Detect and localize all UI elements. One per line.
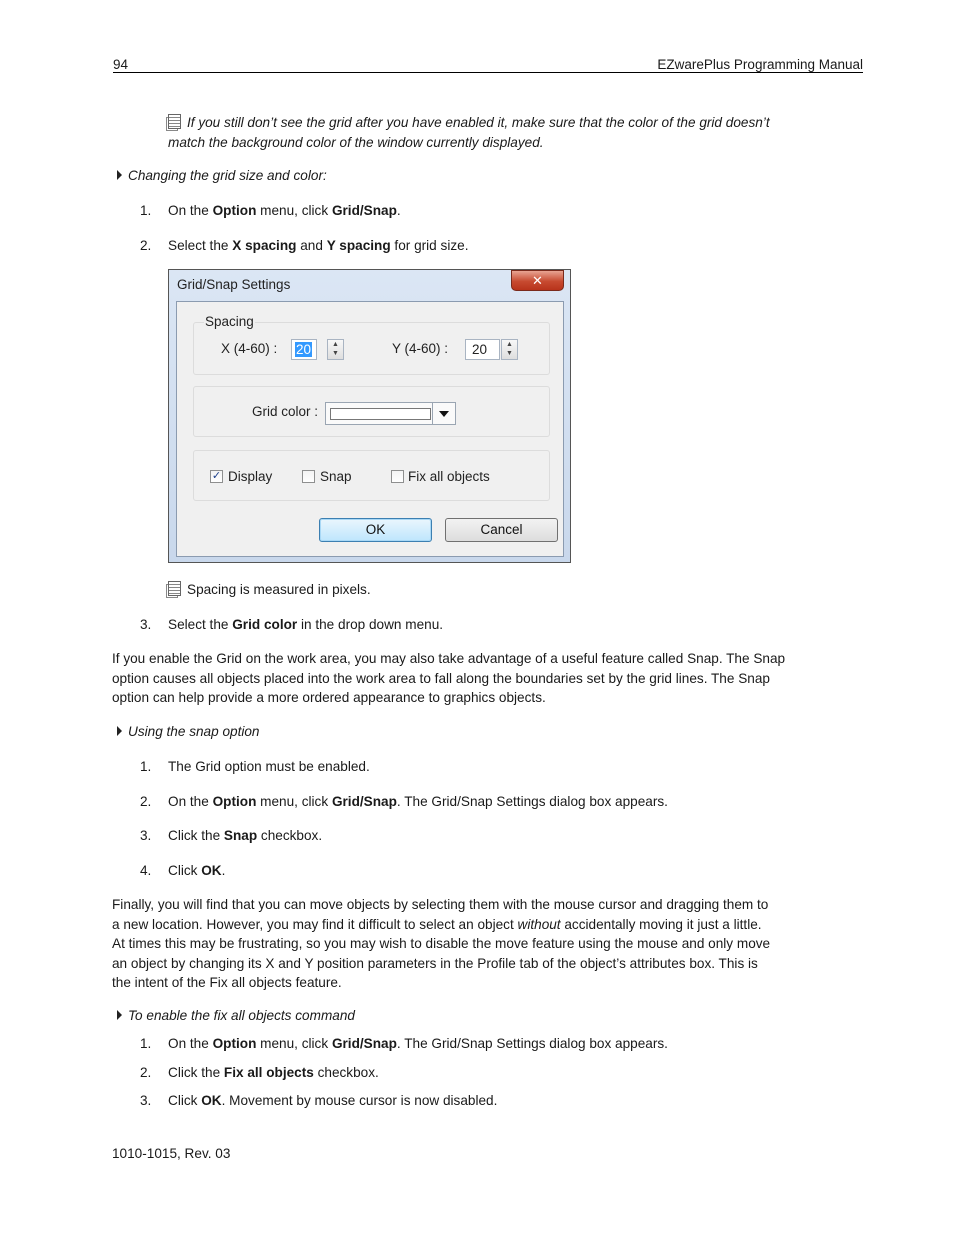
- footer-doc-number: 1010-1015, Rev. 03: [112, 1146, 231, 1161]
- display-checkbox[interactable]: ✓: [211, 470, 222, 482]
- triangle-right-icon: [117, 170, 122, 180]
- step-text: Click OK. Movement by mouse cursor is now disabled.: [168, 1093, 498, 1108]
- grid-snap-settings-dialog: [168, 269, 571, 563]
- step-text: Click the Fix all objects checkbox.: [168, 1065, 379, 1080]
- step-text: Click the Snap checkbox.: [168, 828, 323, 843]
- snap-checkbox[interactable]: [302, 470, 315, 483]
- step-number: 3.: [140, 617, 152, 632]
- note-grid-visibility: If you still don’t see the grid after you have enabled it, make sure that the color of the grid doesn’t match the background color of the window currently displayed.: [168, 115, 770, 150]
- fix-all-objects-checkbox[interactable]: [391, 470, 404, 483]
- ok-button[interactable]: OK: [319, 518, 432, 542]
- page-number: 94: [113, 57, 129, 72]
- step-number: 4.: [140, 863, 152, 878]
- spacing-group: [193, 314, 550, 375]
- step-text: Click OK.: [168, 863, 226, 878]
- dialog-title: Grid/Snap Settings: [177, 277, 291, 292]
- document-title: EZwarePlus Programming Manual: [657, 57, 863, 72]
- fix-all-objects-label: Fix all objects: [408, 469, 490, 484]
- grid-color-dropdown[interactable]: [325, 402, 456, 425]
- step-text: On the Option menu, click Grid/Snap.: [168, 203, 401, 218]
- header-rule: [113, 72, 863, 73]
- section-heading-snap: Using the snap option: [117, 722, 260, 742]
- y-spacing-label: Y (4-60) :: [392, 341, 449, 356]
- paragraph-snap-intro: If you enable the Grid on the work area, you may also take advantage of a useful feature called Snap. The Snap option causes all objects placed into the work area to fall along the boundaries set by the grid lines. The Snap option can help provide a more ordered appearance to graphics objects.: [112, 651, 786, 705]
- x-spacing-input[interactable]: 20: [291, 339, 317, 360]
- chevron-up-icon[interactable]: ▲: [506, 341, 513, 348]
- section-heading-fix-all: To enable the fix all objects command: [117, 1006, 355, 1026]
- color-swatch: [330, 408, 431, 420]
- step-text: The Grid option must be enabled.: [168, 759, 370, 774]
- note-icon: [168, 114, 181, 129]
- step-text: On the Option menu, click Grid/Snap. The Grid/Snap Settings dialog box appears.: [168, 1036, 668, 1051]
- step-number: 1.: [140, 203, 152, 218]
- triangle-right-icon: [117, 1010, 122, 1020]
- chevron-down-icon: [439, 411, 449, 417]
- paragraph-fix-objects: Finally, you will find that you can move objects by selecting them with the mouse cursor and dragging them to a new location. However, you may find it difficult to select an object without accidentally moving it just a little. At times this may be frustrating, so you may wish to disable the move feature using the mouse and only move an object by changing its X and Y position parameters in the Profile tab of the object’s attributes box. This is the intent of the Fix all objects feature.: [112, 897, 771, 990]
- step-number: 2.: [140, 238, 152, 253]
- chevron-down-icon[interactable]: ▼: [506, 350, 513, 357]
- step-number: 2.: [140, 1065, 152, 1080]
- step-number: 1.: [140, 1036, 152, 1051]
- dropdown-button[interactable]: [432, 403, 455, 424]
- close-icon: ✕: [532, 273, 543, 288]
- grid-color-label: Grid color :: [252, 404, 319, 419]
- note-icon: [168, 581, 181, 596]
- triangle-right-icon: [117, 726, 122, 736]
- chevron-down-icon[interactable]: ▼: [332, 350, 339, 357]
- snap-label: Snap: [320, 469, 352, 484]
- y-spacing-input[interactable]: 20: [465, 339, 500, 360]
- step-number: 3.: [140, 828, 152, 843]
- step-text: On the Option menu, click Grid/Snap. The Grid/Snap Settings dialog box appears.: [168, 794, 668, 809]
- step-number: 1.: [140, 759, 152, 774]
- step-text: Select the Grid color in the drop down menu.: [168, 617, 444, 632]
- dialog-body: [176, 301, 564, 557]
- chevron-up-icon[interactable]: ▲: [332, 341, 339, 348]
- display-label: Display: [228, 469, 273, 484]
- close-button[interactable]: [511, 270, 564, 291]
- section-heading-grid-size: Changing the grid size and color:: [117, 166, 327, 186]
- y-spacing-spinner[interactable]: [501, 339, 518, 360]
- x-spacing-spinner[interactable]: [327, 339, 344, 360]
- step-number: 3.: [140, 1093, 152, 1108]
- x-spacing-label: X (4-60) :: [221, 341, 278, 356]
- options-group: [193, 450, 550, 501]
- spacing-label: Spacing: [205, 314, 254, 329]
- step-number: 2.: [140, 794, 152, 809]
- cancel-button[interactable]: Cancel: [445, 518, 558, 542]
- note-spacing-pixels: Spacing is measured in pixels.: [168, 580, 371, 600]
- step-text: Select the X spacing and Y spacing for grid size.: [168, 238, 469, 253]
- grid-color-group: [193, 386, 550, 437]
